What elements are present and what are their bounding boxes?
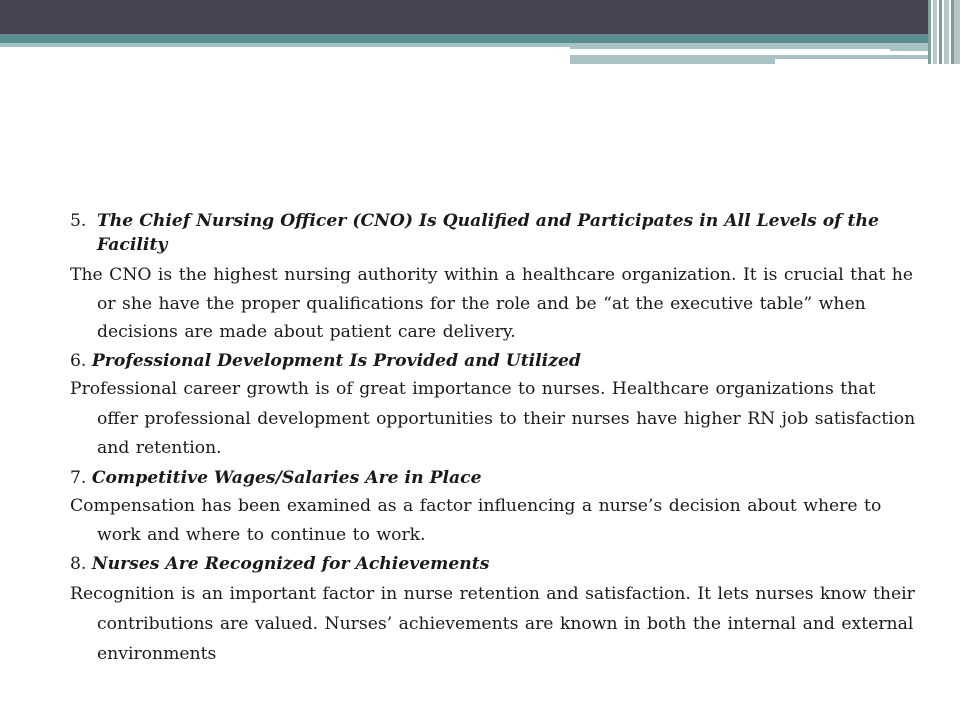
- stripe-gap: [570, 49, 890, 51]
- section-body-8: Recognition is an important factor in nurse retention and satisfaction. It lets nurses know their contributions are valued. Nurses’ achievements are known in both the internal and external environments: [70, 583, 915, 664]
- section-title: The Chief Nursing Officer (CNO) Is Qualified and Participates in All Levels of the Facility: [97, 211, 879, 255]
- section-title: Competitive Wages/Salaries Are in Place: [91, 467, 482, 488]
- teal-stripe: [0, 34, 960, 43]
- section-title: Nurses Are Recognized for Achievements: [91, 554, 490, 574]
- light-stripe-left: [0, 43, 570, 47]
- section-heading-7: [70, 464, 920, 493]
- section-number: 7.: [70, 467, 87, 488]
- light-stripe-lower: [570, 55, 775, 64]
- section-number: 8.: [70, 554, 87, 574]
- section-body-6: Professional career growth is of great importance to nurses. Healthcare organizations that offer professional development opportunities to their nurses have higher RN job satisfaction and retention.: [70, 379, 916, 458]
- section-heading-6: [70, 347, 920, 376]
- section-number: 6.: [70, 350, 87, 371]
- section-number: 5.: [70, 211, 87, 231]
- slide-content: [70, 208, 920, 669]
- corner-vertical-bars: [928, 0, 960, 64]
- section-body-5: The CNO is the highest nursing authority within a healthcare organization. It is crucial that he or she have the proper qualifications for the role and be “at the executive table” when decisions are made about patient care delivery.: [70, 265, 914, 342]
- light-stripe-lower-thin: [775, 55, 935, 59]
- section-title: Professional Development Is Provided and Utilized: [91, 350, 581, 371]
- top-dark-bar: [0, 0, 960, 34]
- section-heading-5: [70, 209, 920, 257]
- section-heading-8: [70, 550, 920, 579]
- section-body-7: Compensation has been examined as a factor influencing a nurse’s decision about where to work and where to continue to work.: [70, 496, 882, 545]
- vertical-bar: [954, 0, 960, 64]
